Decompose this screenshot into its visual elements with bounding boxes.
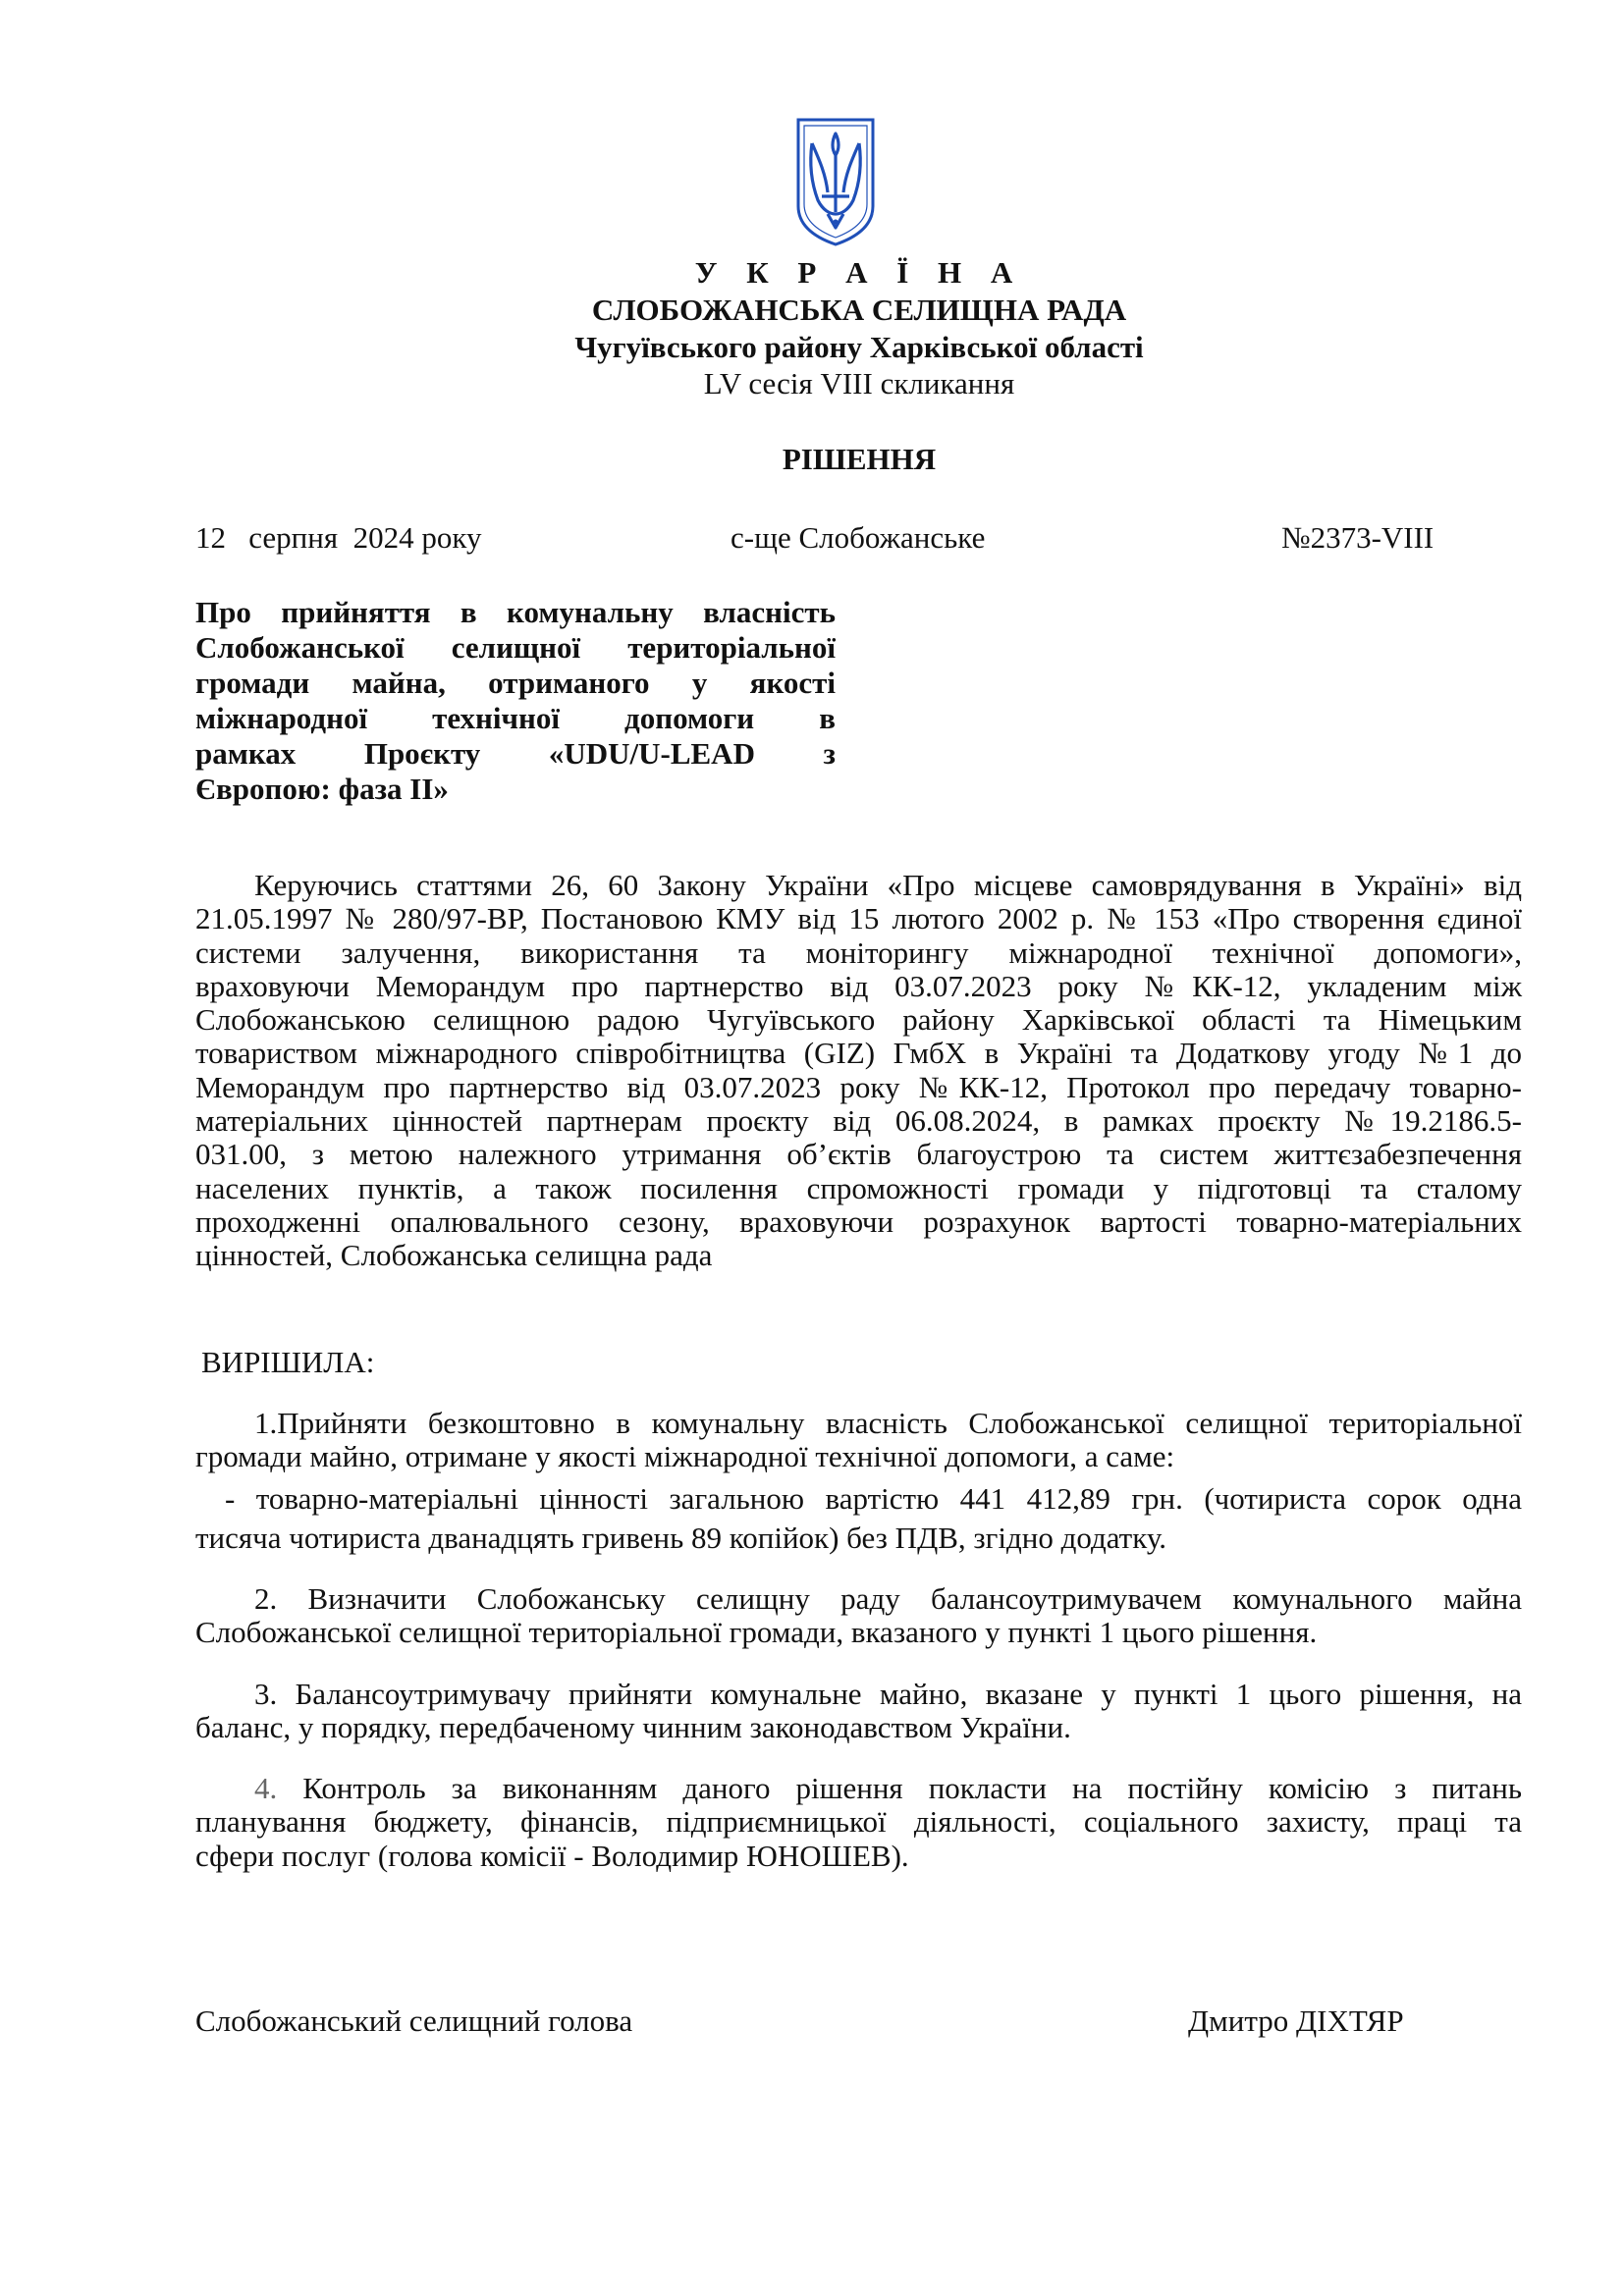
council-title: СЛОБОЖАНСЬКА СЕЛИЩНА РАДА: [591, 293, 1127, 327]
item-line: 2. Визначити Слобожанську селищну раду балансоутримувачем комунального майна: [254, 1581, 1522, 1616]
decision-number: №2373-VIII: [1281, 520, 1435, 555]
item-line: Слобожанської селищної територіальної громади, вказаного у пункті 1 цього рішення.: [195, 1615, 1318, 1650]
preamble-line: Слобожанською селищною радою Чугуївського району Харківської області та Німецьким: [195, 1002, 1522, 1038]
item-line: 1.Прийняти безкоштовно в комунальну власність Слобожанської селищної територіальної: [254, 1406, 1522, 1440]
preamble-line: товариством міжнародного співробітництва (GIZ) ГмбХ в Україні та Додаткову угоду №1 до: [195, 1036, 1522, 1071]
item-line: планування бюджету, фінансів, підприємницької діяльності, соціального захисту, праці та: [195, 1804, 1522, 1840]
preamble-line: цінностей, Слобожанська селищна рада: [195, 1238, 713, 1273]
preamble-line: Керуючись статтями 26, 60 Закону України «Про місцеве самоврядування в Україні» від: [254, 868, 1522, 902]
preamble-line: враховуючи Меморандум про партнерство від 03.07.2023 року №КК-12, укладеним між: [195, 968, 1522, 1003]
decision-item-4: [195, 1772, 1522, 1873]
item-line: баланс, у порядку, передбаченому чинним законодавством України.: [195, 1710, 1071, 1745]
signature-position: Слобожанський селищний голова: [195, 2003, 633, 2038]
decision-item-2: [195, 1582, 1522, 1650]
decision-date: 12 серпня 2024 року: [195, 520, 482, 555]
item-4-text: Контроль за виконанням даного рішення покласти на постійну комісію з питань: [302, 1771, 1522, 1805]
subject-line: Європою: фаза ІІ»: [195, 772, 449, 806]
decided-heading: ВИРІШИЛА:: [201, 1345, 375, 1379]
country-title: У К Р А Ї Н А: [694, 255, 1024, 290]
item-line: 3. Балансоутримувачу прийняти комунальне майно, вказане у пункті 1 цього рішення, на: [254, 1677, 1522, 1711]
signature-name: Дмитро ДІХТЯР: [1188, 2003, 1404, 2038]
subject-line: Слобожанської селищної територіальної: [195, 630, 836, 665]
preamble-line: 21.05.1997 № 280/97-ВР, Постановою КМУ від 15 лютого 2002 р. № 153 «Про створення єдиної: [195, 901, 1522, 936]
item-4-number: 4.: [254, 1771, 278, 1805]
document-type-title: РІШЕННЯ: [782, 442, 937, 476]
subject-line: громади майна, отриманого у якості: [195, 666, 836, 700]
item-line: - товарно-матеріальні цінності загальною вартістю 441 412,89 грн. (чотириста сорок одна: [225, 1481, 1522, 1516]
session-subtitle: LV сесія VIII скликання: [703, 366, 1015, 400]
item-line: громади майно, отримане у якості міжнародної технічної допомоги, а саме:: [195, 1439, 1175, 1474]
preamble-line: проходженні опалювального сезону, враховуючи розрахунок вартості товарно-матеріальних: [195, 1203, 1522, 1239]
item-line: тисяча чотириста дванадцять гривень 89 копійок) без ПДВ, згідно додатку.: [195, 1521, 1167, 1556]
decision-item-3: [195, 1678, 1522, 1745]
coat-of-arms-icon: [792, 116, 879, 248]
preamble-line: населених пунктів, а також посилення спроможності громади у підготовці та сталому: [195, 1170, 1522, 1205]
preamble-line: Меморандум про партнерство від 03.07.2023 року №КК-12, Протокол про передачу товарно-: [195, 1069, 1522, 1104]
decision-item-1-sub: [195, 1482, 1522, 1556]
decision-item-1: [195, 1407, 1522, 1474]
subject-line: міжнародної технічної допомоги в: [195, 701, 836, 735]
preamble-paragraph: [195, 869, 1522, 1273]
item-line: [195, 1772, 1522, 1805]
preamble-line: системи залучення, використання та моніторингу міжнародної технічної допомоги»,: [195, 934, 1522, 970]
decision-subject: [195, 595, 836, 807]
decision-place: с-ще Слобожанське: [731, 520, 986, 555]
subject-line: Про прийняття в комунальну власність: [195, 595, 836, 629]
item-line: сфери послуг (голова комісії - Володимир ЮНОШЕВ).: [195, 1838, 909, 1873]
preamble-line: 031.00, з метою належного утримання об’єктів благоустрою та систем життєзабезпечення: [195, 1137, 1522, 1172]
subject-line: рамках Проєкту «UDU/U-LEAD з: [195, 736, 836, 771]
district-subtitle: Чугуївського району Харківської області: [574, 330, 1144, 364]
preamble-line: матеріальних цінностей партнерам проєкту від 06.08.2024, в рамках проєкту №19.2186.5-: [195, 1103, 1522, 1139]
